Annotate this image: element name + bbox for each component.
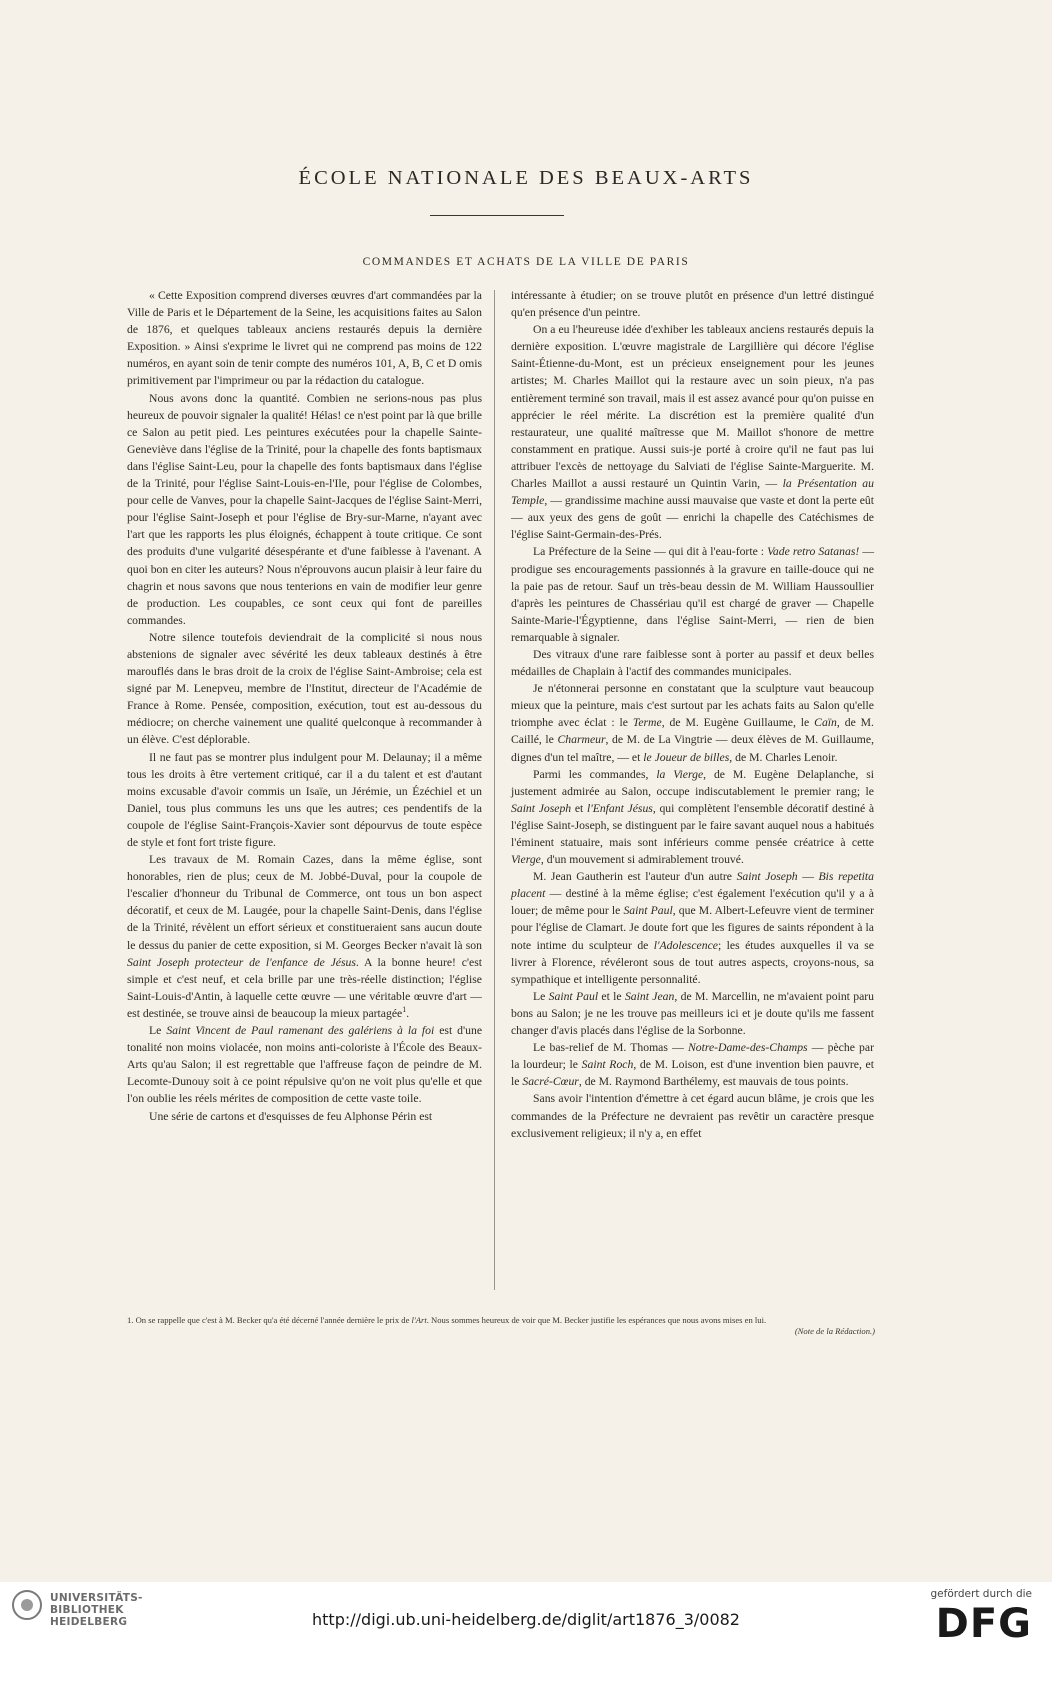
paragraph: On a eu l'heureuse idée d'exhiber les tableaux anciens restaurés depuis la dernière exposition. L'œuvre magistrale de Largillière qui décore l'église Saint-Étienne-du-Mont, est un précieux enseignement pour les jeunes artistes; M. Charles Maillot qui la restaure avec un soin pieux, n'a pas entièrement terminé son travail, mais il est assez avancé pour qu'on puisse en apprécier le réel mérite. La discrétion est la première qualité d'un restaurateur, une qualité maîtresse que M. Maillot s'honore de mettre constamment en pratique. Aussi suis-je porté à croire qu'il ne faut pas lui attribuer l'excès de nettoyage du Salviati de l'église Sainte-Marguerite. M. Charles Maillot a aussi restauré un Quintin Varin, — la Présentation au Temple, — grandissime machine aussi mauvaise que vaste et dont la perte eût — aux yeux des gens de goût — enrichi la chapelle des Catéchismes de l'église Saint-Germain-des-Prés.: [511, 323, 874, 542]
footnote-number: 1.: [127, 1315, 134, 1325]
paragraph: Le Saint Vincent de Paul ramenant des galériens à la foi est d'une tonalité non moins violacée, non moins anti-coloriste à l'École des Beaux-Arts qu'au Salon; il est regrettable que l'affreuse façon de peindre de M. Lecomte-Dunouy soit à ce point répulsive qu'on ne voit plus qu'elle et que l'on oublie les réels mérites de composition de cette vaste toile.: [127, 1024, 483, 1106]
paragraph: M. Jean Gautherin est l'auteur d'un autre Saint Joseph — Bis repetita placent — destiné à la même église; c'est également l'exécution qu'il y a à louer; de même pour le Saint Paul, que M. Albert-Lefeuvre vient de terminer pour l'église de Clamart. Je doute fort que les figures de saints répondent à la note intime du sculpteur de l'Adolescence; les études auxquelles il va se livrer à Florence, révéleront sous de tout autres aspects, croyons-nous, sa sympathique et intelligente personnalité.: [511, 870, 875, 986]
paragraph: Sans avoir l'intention d'émettre à cet égard aucun blâme, je crois que les commandes de la Préfecture ne devraient pas revêtir un caractère presque exclusivement religieux; il n'y a, en effet: [511, 1092, 874, 1140]
paragraph: Parmi les commandes, la Vierge, de M. Eugène Delaplanche, si justement admirée au Salon, occupe indiscutablement le premier rang; le Saint Joseph et l'Enfant Jésus, qui complètent l'ensemble décoratif destiné à l'église Saint-Joseph, se distinguent par le faire savant auquel nous a habitués l'éminent statuaire, mais sont inférieurs comme pensée créatrice à cette Vierge, d'un mouvement si admirablement trouvé.: [511, 767, 875, 867]
paragraph: intéressante à étudier; on se trouve plutôt en présence d'un lettré distingué qu'en présence d'un peintre.: [511, 289, 874, 320]
permalink-url[interactable]: http://digi.ub.uni-heidelberg.de/diglit/art1876_3/0082: [312, 1610, 740, 1629]
paragraph: Je n'étonnerai personne en constatant que la sculpture vaut beaucoup mieux que la peinture, mais c'est surtout par les achats faits au Salon qu'elle triomphe avec éclat : le Terme, de M. Eugène Guillaume, le Caïn, de M. Caillé, le Charmeur, de M. de La Vingtrie — deux élèves de M. Guillaume, dignes d'un tel maître, — et le Joueur de billes, de M. Charles Lenoir.: [511, 682, 874, 764]
column-divider: [494, 290, 495, 1290]
paragraph: Le Saint Paul et le Saint Jean, de M. Marcellin, ne m'avaient point paru bons au Salon; je ne les trouve pas meilleurs ici et je doute qu'ils me fassent changer d'avis placés dans l'église de la Sorbonne.: [511, 989, 875, 1038]
footer-bar: [0, 1582, 1052, 1689]
university-name: UNIVERSITÄTS- BIBLIOTHEK HEIDELBERG: [50, 1592, 143, 1628]
sponsor-label: gefördert durch die: [930, 1588, 1032, 1600]
paragraph: Le bas-relief de M. Thomas — Notre-Dame-des-Champs — pèche par la lourdeur; le Saint Roch, de M. Loison, est d'une invention bien pauvre, et le Sacré-Cœur, de M. Raymond Barthélemy, est mauvais de tous points.: [511, 1041, 874, 1089]
page-title: ÉCOLE NATIONALE DES BEAUX-ARTS: [298, 167, 754, 189]
paragraph: Les travaux de M. Romain Cazes, dans la même église, sont honorables, rien de plus; ceux de M. Jobbé-Duval, pour la coupole de l'escalier d'honneur du Tribunal de Commerce, ont tous un bon aspect décoratif, et ceux de M. Laugée, pour la chapelle Saint-Denis, dans l'église de la Trinité, révèlent un effort sérieux et constitueraient sans aucun doute le dessus du panier de cette exposition, si M. Georges Becker n'avait là son Saint Joseph protecteur de l'enfance de Jésus. A la bonne heure! c'est simple et c'est neuf, et cela brille par une très-réelle distinction; l'église Saint-Louis-d'Antin, à laquelle cette œuvre — une véritable œuvre d'art — est destinée, se trouve ainsi de beaucoup la mieux partagée$^1$.: [127, 853, 482, 1020]
dfg-logo: DFG: [935, 1601, 1032, 1647]
paragraph: « Cette Exposition comprend diverses œuvres d'art commandées par la Ville de Paris et le Département de la Seine, les acquisitions faites au Salon de 1876, et quelques tableaux anciens restaurés depuis la dernière Exposition. » Ainsi s'exprime le livret qui ne comprend pas moins de 122 numéros, en ayant soin de tenir compte des numéros 101, A, B, C et D omis primitivement par l'imprimeur ou par la rédaction du catalogue.: [127, 289, 482, 388]
title-rule: [430, 215, 564, 216]
left-column: [127, 287, 482, 1125]
paragraph: Des vitraux d'une rare faiblesse sont à porter au passif et deux belles médailles de Chaplain à l'actif des commandes municipales.: [511, 647, 874, 679]
paragraph: Nous avons donc la quantité. Combien ne serions-nous pas plus heureux de pouvoir signaler la qualité! Hélas! ce n'est point par là que brille ce Salon au petit pied. Les peintures exécutées pour la chapelle Sainte-Geneviève dans l'église de la Trinité, pour la chapelle des fonts baptismaux dans l'église Saint-Leu, pour la chapelle des fonts baptismaux dans l'église de la Trinité, pour l'église Saint-Louis-en-l'Ile, pour l'église de Colombes, pour celle de Vanves, pour la chapelle Saint-Jacques de l'église Saint-Merri, pour l'église Saint-Joseph et pour l'église de Bry-sur-Marne, n'ayant avec l'art que les rapports les plus éloignés, échappent à toute critique. Ce sont des produits d'une vulgarité désespérante et d'une faiblesse à l'avenant. A quoi bon en citer les auteurs? Nous n'éprouvons aucun plaisir à leur faire du chagrin et nous savons que nous tenterions en vain de modifier leur genre de production. Les coupables, ce sont ceux qui font de pareilles commandes.: [127, 391, 482, 627]
paragraph: Une série de cartons et d'esquisses de feu Alphonse Périn est: [149, 1109, 433, 1123]
section-title: COMMANDES ET ACHATS DE LA VILLE DE PARIS: [362, 256, 690, 268]
sponsor: [922, 1588, 1032, 1646]
footnote-signature: (Note de la Rédaction.): [794, 1326, 875, 1336]
paragraph: La Préfecture de la Seine — qui dit à l'eau-forte : Vade retro Satanas! — prodigue ses encouragements passionnés à la gravure en taille-douce qui ne la paie pas de retour. Sauf un très-beau dessin de M. William Haussoullier d'après les peintures de Chassériau qu'il est chargé de graver — Chapelle Sainte-Marie-l'Égyptienne, dans l'église Saint-Merri, — rien de bien remarquable à signaler.: [511, 545, 875, 644]
right-column: [511, 287, 874, 1142]
footnote-ref: 1: [402, 1005, 407, 1015]
paragraph: Il ne faut pas se montrer plus indulgent pour M. Delaunay; il a même tous les droits à être vertement critiqué, car il a du talent et est d'autant moins excusable d'avoir commis un Isaïe, un Jérémie, un Ézéchiel et un Daniel, tous plus communs les uns que les autres; ces pendentifs de la coupole de l'église Saint-François-Xavier sont dépourvus de toute espèce de style et font fort triste figure.: [127, 750, 482, 849]
paragraph: Notre silence toutefois deviendrait de la complicité si nous nous abstenions de signaler avec sévérité les deux tableaux destinés à être marouflés dans le bras droit de la croix de l'église Saint-Ambroise; cela est signé par M. Lenepveu, membre de l'Institut, directeur de l'Académie de France à Rome. Pensée, composition, exécution, tout est au-dessous du médiocre; on cherche vainement une qualité quelconque à recommander à un élève. C'est déplorable.: [127, 630, 482, 747]
footnote: 1. On se rappelle que c'est à M. Becker qu'a été décerné l'année dernière le prix de l'Art. Nous sommes heureux de voir que M. Becker justifie les espérances que nous avons mises en lui. (Note de la Rédaction.): [127, 1315, 875, 1336]
